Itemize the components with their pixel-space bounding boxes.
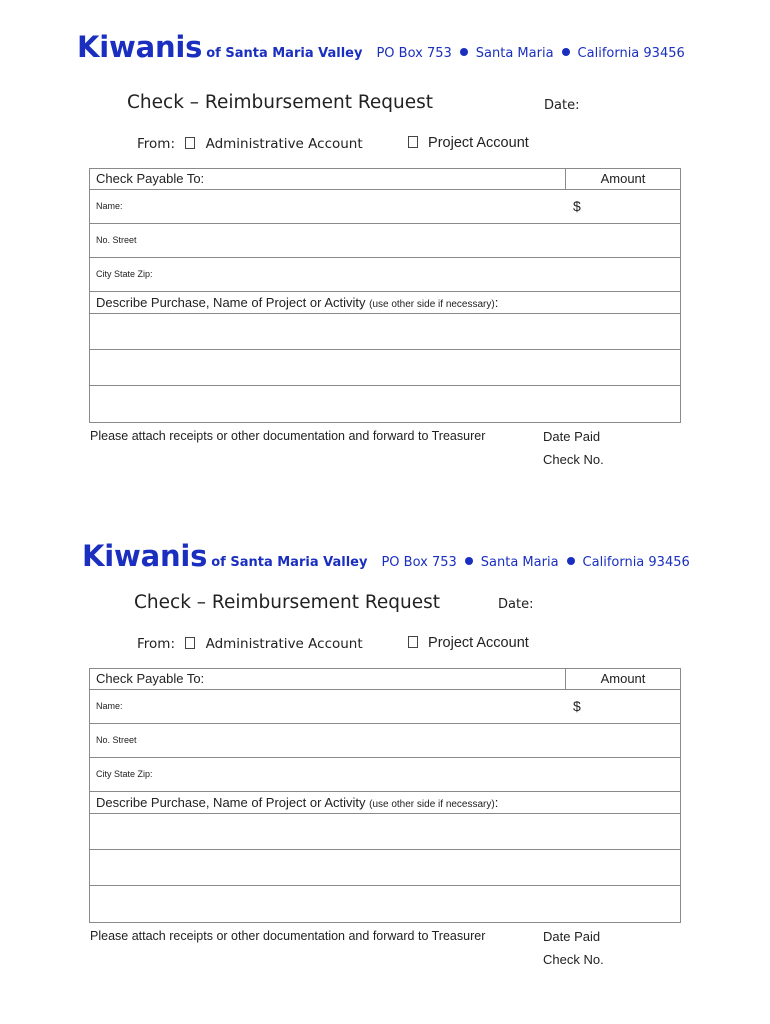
address-state-zip: California 93456 — [582, 555, 690, 570]
check-payable-label: Check Payable To: — [90, 669, 566, 689]
street-label: No. Street — [96, 735, 137, 745]
amount-label: Amount — [600, 671, 646, 686]
admin-account-label: Administrative Account — [205, 636, 363, 652]
admin-account-label: Administrative Account — [205, 136, 363, 152]
form-title: Check – Reimbursement Request — [127, 92, 433, 113]
admin-account-checkbox-icon[interactable] — [185, 637, 195, 649]
payee-table — [89, 668, 681, 923]
brand-subtitle: of Santa Maria Valley — [206, 46, 363, 61]
brand-name: Kiwanis — [82, 539, 208, 573]
date-paid-label: Date Paid — [543, 929, 601, 944]
date-paid-label: Date Paid — [543, 429, 601, 444]
project-account-option — [408, 635, 529, 651]
brand-subtitle: of Santa Maria Valley — [211, 555, 368, 570]
describe-note: (use other side if necessary) — [369, 799, 495, 810]
address-city: Santa Maria — [475, 46, 554, 61]
describe-note: (use other side if necessary) — [369, 299, 495, 310]
city-state-zip-label: City State Zip: — [96, 269, 153, 279]
from-label: From: — [137, 636, 175, 652]
description-line-2[interactable] — [90, 850, 680, 886]
bullet-icon — [567, 557, 575, 565]
check-number-label: Check No. — [543, 952, 604, 967]
from-label: From: — [137, 136, 175, 152]
bullet-icon — [465, 557, 473, 565]
address-po-box: PO Box 753 — [376, 46, 452, 61]
check-payable-label: Check Payable To: — [90, 169, 566, 189]
address-line — [381, 555, 689, 570]
name-label: Name: — [96, 201, 123, 211]
check-number-label: Check No. — [543, 452, 604, 467]
description-line-1[interactable] — [90, 814, 680, 850]
date-label: Date: — [544, 98, 580, 113]
from-row — [137, 636, 363, 652]
address-city: Santa Maria — [480, 555, 559, 570]
describe-label: Describe Purchase, Name of Project or Activity — [96, 295, 370, 310]
attach-receipts-note: Please attach receipts or other documentation and forward to Treasurer — [90, 429, 486, 443]
dollar-sign: $ — [573, 198, 581, 214]
address-po-box: PO Box 753 — [381, 555, 457, 570]
project-account-label: Project Account — [428, 135, 529, 151]
street-label: No. Street — [96, 235, 137, 245]
brand-name: Kiwanis — [77, 30, 203, 64]
city-state-zip-label: City State Zip: — [96, 769, 153, 779]
description-line-3[interactable] — [90, 886, 680, 922]
project-account-label: Project Account — [428, 635, 529, 651]
describe-colon: : — [494, 295, 499, 310]
form-title: Check – Reimbursement Request — [134, 592, 440, 613]
address-state-zip: California 93456 — [577, 46, 685, 61]
street-field[interactable] — [90, 724, 680, 758]
describe-colon: : — [494, 795, 499, 810]
name-label: Name: — [96, 701, 123, 711]
city-state-zip-field[interactable] — [90, 758, 680, 792]
describe-label: Describe Purchase, Name of Project or Activity — [96, 795, 370, 810]
date-label: Date: — [498, 597, 534, 612]
letterhead — [82, 539, 690, 573]
payee-header-row — [90, 669, 680, 690]
project-account-checkbox-icon[interactable] — [408, 636, 418, 648]
amount-label: Amount — [600, 171, 646, 186]
name-field[interactable] — [90, 690, 680, 724]
attach-receipts-note: Please attach receipts or other documentation and forward to Treasurer — [90, 929, 486, 943]
describe-header-row — [90, 792, 680, 814]
dollar-sign: $ — [573, 698, 581, 714]
